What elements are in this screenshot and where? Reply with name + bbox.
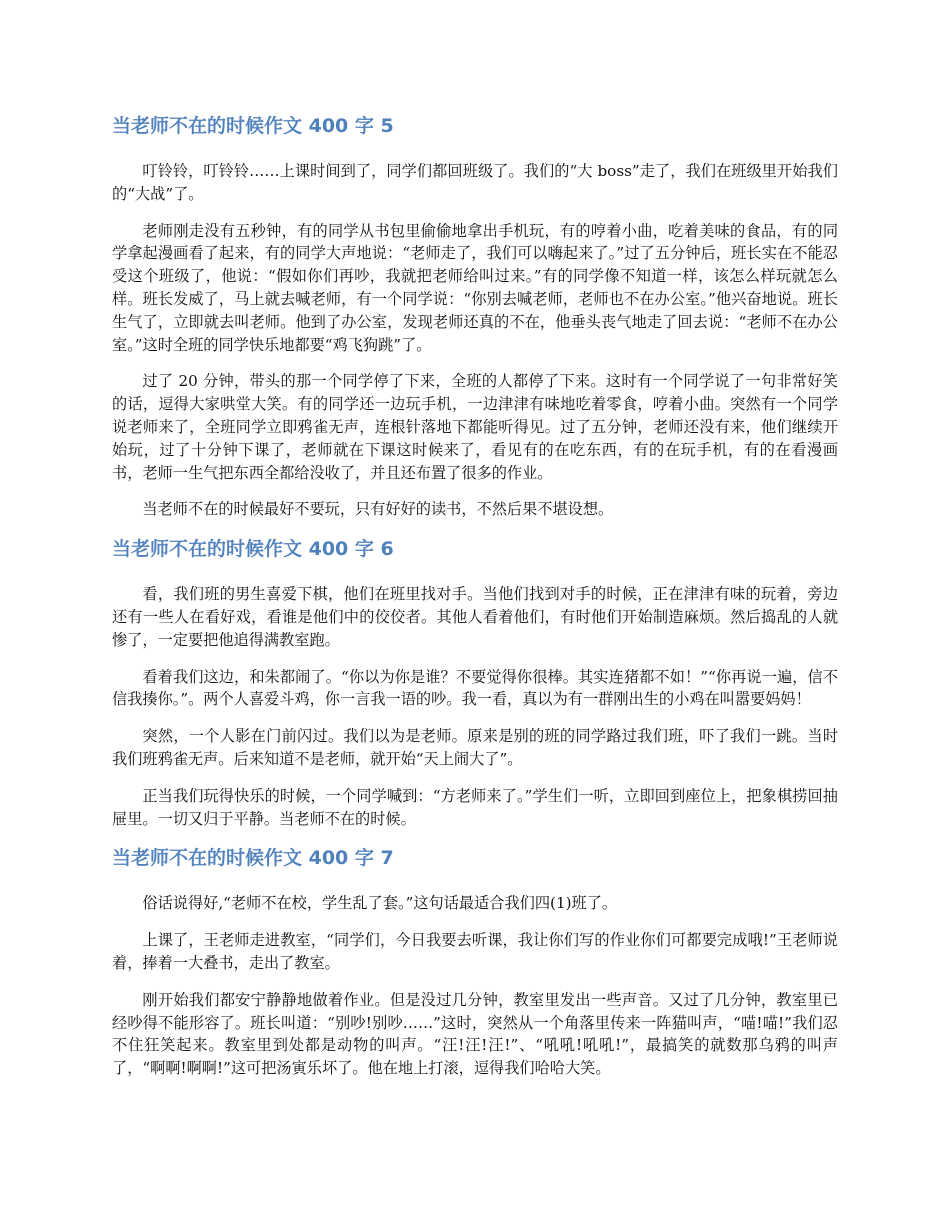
essay-section-6 xyxy=(112,535,838,830)
section-heading: 当老师不在的时候作文 400 字 5 xyxy=(112,115,394,137)
paragraph: 老师刚走没有五秒钟，有的同学从书包里偷偷地拿出手机玩，有的哼着小曲，吃着美味的食品，有的同学拿起漫画看了起来，有的同学大声地说：“老师走了，我们可以嗨起来了。”过了五分钟后，班长实在不能忍受这个班级了，他说：“假如你们再吵，我就把老师给叫过来。”有的同学像不知道一样，该怎么样玩就怎么样。班长发威了，马上就去喊老师，有一个同学说：“你别去喊老师，老师也不在办公室。”他兴奋地说。班长生气了，立即就去叫老师。他到了办公室，发现老师还真的不在，他垂头丧气地走了回去说：“老师不在办公室。”这时全班的同学快乐地都要“鸡飞狗跳”了。 xyxy=(112,221,838,354)
paragraph: 刚开始我们都安宁静静地做着作业。但是没过几分钟，教室里发出一些声音。又过了几分钟，教室里已经吵得不能形容了。班长叫道：“别吵!别吵……”这时，突然从一个角落里传来一阵猫叫声，“喵!喵!”我们忍不住狂笑起来。教室里到处都是动物的叫声。“汪!汪!汪!”、“吼吼!吼吼!”，最搞笑的就数那乌鸦的叫声了，“啊啊!啊啊!”这可把汤寅乐坏了。他在地上打滚，逗得我们哈哈大笑。 xyxy=(112,990,838,1078)
paragraph: 上课了，王老师走进教室，“同学们，今日我要去听课，我让你们写的作业你们可都要完成哦!”王老师说着，捧着一大叠书，走出了教室。 xyxy=(112,931,838,972)
paragraph: 突然，一个人影在门前闪过。我们以为是老师。原来是别的班的同学路过我们班，吓了我们一跳。当时我们班鸦雀无声。后来知道不是老师，就开始“天上闹大了”。 xyxy=(112,727,838,768)
essay-section-5 xyxy=(112,112,838,521)
section-heading: 当老师不在的时候作文 400 字 6 xyxy=(112,538,394,561)
essay-section-7 xyxy=(112,844,838,1080)
section-heading: 当老师不在的时候作文 400 字 7 xyxy=(112,847,394,870)
paragraph: 看，我们班的男生喜爱下棋，他们在班里找对手。当他们找到对手的时候，正在津津有味的玩着，旁边还有一些人在看好戏，看谁是他们中的佼佼者。其他人看着他们，有时他们开始制造麻烦。然后捣乱的人就惨了，一定要把他追得满教室跑。 xyxy=(112,585,838,649)
paragraph: 叮铃铃，叮铃铃……上课时间到了，同学们都回班级了。我们的“大 boss”走了，我们在班级里开始我们的“大战”了。 xyxy=(112,162,838,203)
paragraph: 俗话说得好,“老师不在校，学生乱了套。”这句话最适合我们四(1)班了。 xyxy=(142,894,618,913)
paragraph: 正当我们玩得快乐的时候，一个同学喊到：“方老师来了。”学生们一听，立即回到座位上，把象棋捞回抽屉里。一切又归于平静。当老师不在的时候。 xyxy=(112,786,838,828)
paragraph: 当老师不在的时候最好不要玩，只有好好的读书，不然后果不堪设想。 xyxy=(142,500,614,519)
paragraph: 过了 20 分钟，带头的那一个同学停了下来，全班的人都停了下来。这时有一个同学说了一句非常好笑的话，逗得大家哄堂大笑。有的同学还一边玩手机，一边津津有味地吃着零食，哼着小曲。突然有一个同学说老师来了，全班同学立即鸦雀无声，连根针落地下都能听得见。过了五分钟，老师还没有来，他们继续开始玩，过了十分钟下课了，老师就在下课这时候来了，看见有的在吃东西，有的在玩手机，有的在看漫画书，老师一生气把东西全都给没收了，并且还布置了很多的作业。 xyxy=(112,372,838,482)
paragraph: 看着我们这边，和朱都闹了。“你以为你是谁？不要觉得你很棒。其实连猪都不如！”“你再说一遍，信不信我揍你。”。两个人喜爱斗鸡，你一言我一语的吵。我一看，真以为有一群刚出生的小鸡在叫嚣要妈妈！ xyxy=(112,667,838,709)
